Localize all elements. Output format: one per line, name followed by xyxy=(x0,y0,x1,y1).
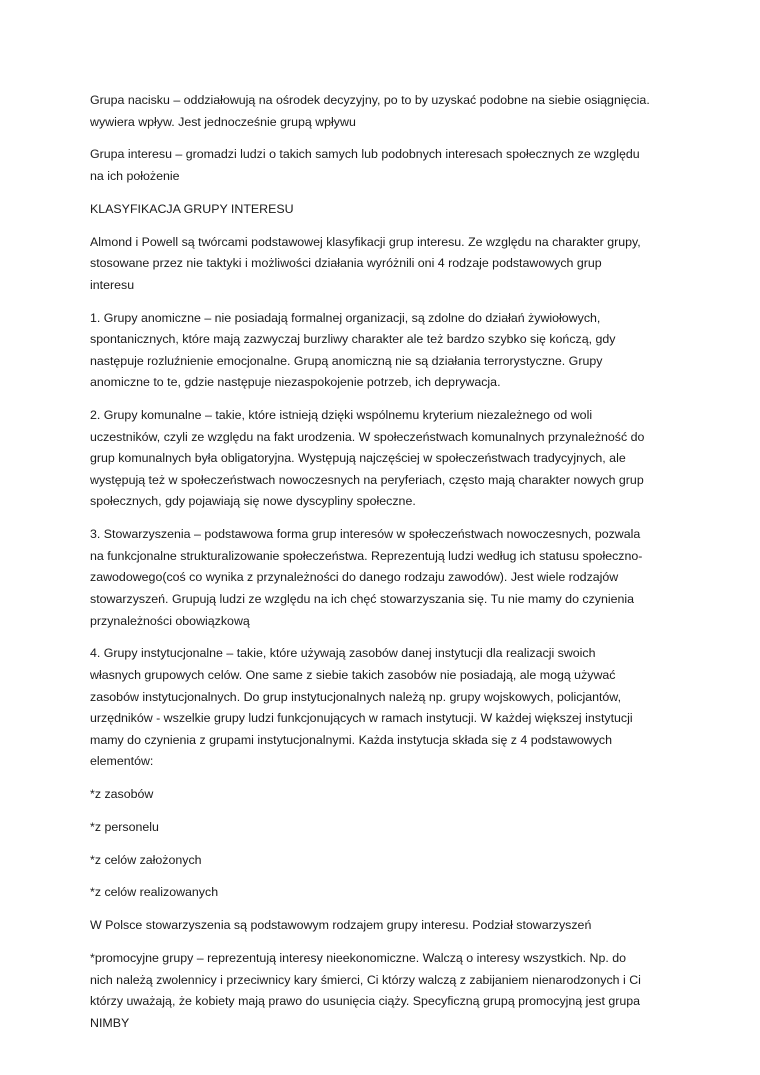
list-item: *z zasobów xyxy=(90,787,154,802)
paragraph-poland-associations: W Polsce stowarzyszenia są podstawowym rodzajem grupy interesu. Podział stowarzyszeń xyxy=(90,918,592,933)
document-body xyxy=(90,90,672,1046)
paragraph-interest-group: Grupa interesu – gromadzi ludzi o takich samych lub podobnych interesach społecznych ze względu na ich położenie xyxy=(90,147,640,183)
section-heading: KLASYFIKACJA GRUPY INTERESU xyxy=(90,201,294,216)
paragraph-communal-groups: 2. Grupy komunalne – takie, które istnieją dzięki wspólnemu kryterium niezależnego od woli uczestników, czyli ze względu na fakt urodzenia. W społeczeństwach komunalnych przynależność do grup komunalnych była obligatoryjna. Występują najczęściej w społeczeństwach tradycyjnych, ale występują też w społeczeństwach nowoczesnych na peryferiach, często mają charakter nowych grup społecznych, gdy pojawiają się nowe dyscypliny społeczne. xyxy=(90,408,645,509)
paragraph-anomic-groups: 1. Grupy anomiczne – nie posiadają formalnej organizacji, są zdolne do działań żywiołowych, spontanicznych, które mają zazwyczaj burzliwy charakter ale też bardzo szybko się kończą, gdy następuje rozluźnienie emocjonalne. Grupą anomiczną nie są działania terrorystyczne. Grupy anomiczne to te, gdzie następuje niezaspokojenie potrzeb, ich deprywacja. xyxy=(90,310,616,390)
list-item: *z celów realizowanych xyxy=(90,885,219,900)
paragraph-almond-powell: Almond i Powell są twórcami podstawowej klasyfikacji grup interesu. Ze względu na charakter grupy, stosowane przez nie taktyki i możliwości działania wyróżnili oni 4 rodzaje podstawowych grup interesu xyxy=(90,234,641,292)
paragraph-institutional-groups: 4. Grupy instytucjonalne – takie, które używają zasobów danej instytucji dla realizacji swoich własnych grupowych celów. One same z siebie takich zasobów nie posiadają, ale mogą używać zasobów instytucjonalnych. Do grup instytucjonalnych należą np. grupy wojskowych, policjantów, urzędników - wszelkie grupy ludzi funkcjonujących w ramach instytucji. W każdej większej instytucji mamy do czynienia z grupami instytucjonalnymi. Każda instytucja składa się z 4 podstawowych elementów: xyxy=(90,646,633,769)
list-item: *z celów założonych xyxy=(90,852,202,867)
list-item: *z personelu xyxy=(90,819,159,834)
paragraph-promotional-groups: *promocyjne grupy – reprezentują interesy nieekonomiczne. Walczą o interesy wszystkich. Np. do nich należą zwolennicy i przeciwnicy kary śmierci, Ci którzy walczą z zabijaniem nienarodzonych i Ci którzy uważają, że kobiety mają prawo do usunięcia ciąży. Specyficzną grupą promocyjną jest grupa NIMBY xyxy=(90,951,641,1030)
paragraph-pressure-group: Grupa nacisku – oddziałowują na ośrodek decyzyjny, po to by uzyskać podobne na siebie osiągnięcia. wywiera wpływ. Jest jednocześnie grupą wpływu xyxy=(90,93,650,129)
paragraph-associations: 3. Stowarzyszenia – podstawowa forma grup interesów w społeczeństwach nowoczesnych, pozwala na funkcjonalne strukturalizowanie społeczeństwa. Reprezentują ludzi według ich statusu społeczno- zawodowego(coś co wynika z przynależności do danego rodzaju zawodów). Jest wiele rodzajów stowarzyszeń. Grupują ludzi ze względu na ich chęć stowarzyszania się. Tu nie mamy do czynienia przynależności obowiązkową xyxy=(90,527,643,628)
